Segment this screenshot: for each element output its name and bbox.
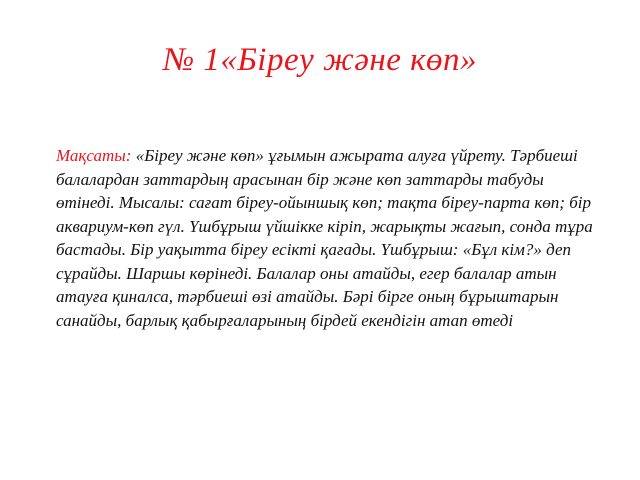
slide-title: № 1«Біреу және көп» (162, 42, 478, 78)
slide-body (56, 144, 604, 332)
goal-text: «Біреу және көп» ұғымын ажырата алуға үйрету. Тәрбиеші балалардан заттардың арасынан бір және көп заттарды табуды өтінеді. Мысалы: сағат біреу-ойыншық көп; тақта біреу-парта көп; бір аквариум-көп гүл. Үшбұрыш үйшікке кіріп, жарықты жағып, сонда тұра бастады. Бір уақытта біреу есікті қағады. Үшбұрыш: «Бұл кім?» деп сұрайды. Шаршы көрінеді. Балалар оны атайды, егер балалар атын атауға қиналса, тәрбиеші өзі атайды. Бәрі бірге оның бұрыштарын санайды, барлық қабырғаларының бірдей екендігін атап өтеді (56, 146, 593, 330)
goal-label: Мақсаты: (56, 146, 132, 165)
